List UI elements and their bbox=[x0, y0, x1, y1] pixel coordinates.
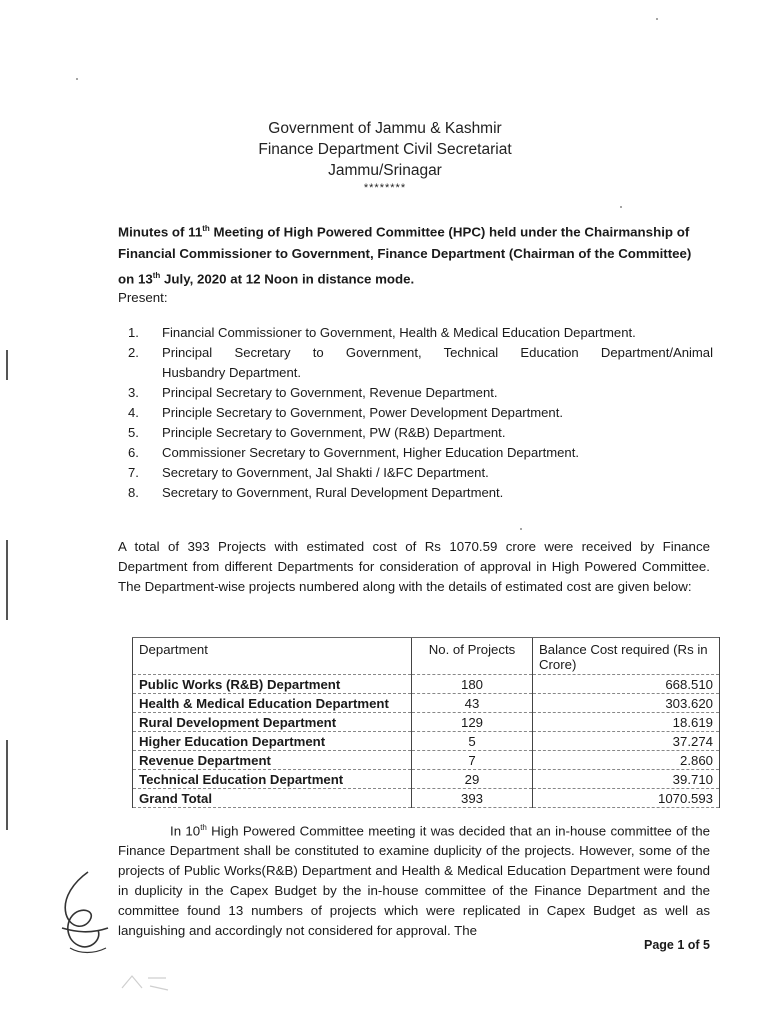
table-total-row: Grand Total 393 1070.593 bbox=[133, 789, 720, 808]
column-header-cost: Balance Cost required (Rs in Crore) bbox=[533, 638, 720, 675]
list-item: 6. Commissioner Secretary to Government, Higher Education Department. bbox=[128, 445, 579, 460]
page-number: Page 1 of 5 bbox=[644, 938, 710, 952]
department-title: Finance Department Civil Secretariat bbox=[258, 141, 512, 158]
scan-speck bbox=[520, 528, 522, 530]
present-label: Present: bbox=[118, 290, 168, 305]
projects-summary-paragraph: A total of 393 Projects with estimated cost of Rs 1070.59 crore were received by Finance Department from different Departments for consideration of approval in High Powered Committee. The Department-wise projects numbered along with the details of estimated cost are given below: bbox=[118, 539, 710, 594]
table-row: Health & Medical Education Department 43 303.620 bbox=[133, 694, 720, 713]
members-list bbox=[128, 323, 713, 503]
table-row: Technical Education Department 29 39.710 bbox=[133, 770, 720, 789]
department-projects-table bbox=[132, 637, 720, 808]
minutes-heading: Minutes of 11th Meeting of High Powered Committee (HPC) held under the Chairmanship of Financial Commissioner to Government, Finance Department (Chairman of the Committee) on 13th July, 2020 at 12 Noon in distance mode. bbox=[118, 224, 692, 287]
location-title: Jammu/Srinagar bbox=[328, 162, 442, 179]
scan-speck bbox=[656, 18, 658, 20]
table-row: Higher Education Department 5 37.274 bbox=[133, 732, 720, 751]
scan-edge-mark bbox=[6, 350, 8, 380]
table-row: Rural Development Department 129 18.619 bbox=[133, 713, 720, 732]
table-row: Revenue Department 7 2.860 bbox=[133, 751, 720, 770]
scan-speck bbox=[620, 206, 622, 208]
scan-edge-mark bbox=[6, 540, 8, 620]
list-item: 8. Secretary to Government, Rural Development Department. bbox=[128, 485, 504, 500]
faded-stamp-mark bbox=[118, 968, 178, 996]
duplicity-paragraph: In 10th High Powered Committee meeting it was decided that an in-house committee of the Finance Department shall be constituted to examine duplicity of the projects. However, some of the projects of Public Works(R&B) Department and Health & Medical Education Department were found in duplicity in the Capex Budget by the in-house committee of the Finance Department and the committee found 13 numbers of projects which were replicated in Capex Budget as well as languishing and accordingly not considered for approval. The bbox=[118, 823, 710, 939]
list-item: 1. Financial Commissioner to Government, Health & Medical Education Department. bbox=[128, 325, 636, 340]
letterhead bbox=[0, 118, 770, 195]
header-separator: ******** bbox=[363, 182, 407, 194]
list-item: 4. Principle Secretary to Government, Power Development Department. bbox=[128, 405, 563, 420]
table-row: Public Works (R&B) Department 180 668.510 bbox=[133, 675, 720, 694]
government-title: Government of Jammu & Kashmir bbox=[268, 120, 502, 137]
scan-edge-mark bbox=[6, 740, 8, 830]
list-item: 5. Principle Secretary to Government, PW (R&B) Department. bbox=[128, 425, 506, 440]
list-item: 2. Principal Secretary to Government, Technical Education Department/Animal Husbandry Department. bbox=[128, 345, 713, 380]
scan-speck bbox=[76, 78, 78, 80]
column-header-projects: No. of Projects bbox=[412, 638, 533, 675]
list-item: 7. Secretary to Government, Jal Shakti / I&FC Department. bbox=[128, 465, 489, 480]
column-header-department: Department bbox=[133, 638, 412, 675]
list-item: 3. Principal Secretary to Government, Revenue Department. bbox=[128, 385, 498, 400]
signature-mark bbox=[50, 868, 120, 958]
table-header-row bbox=[133, 638, 720, 675]
